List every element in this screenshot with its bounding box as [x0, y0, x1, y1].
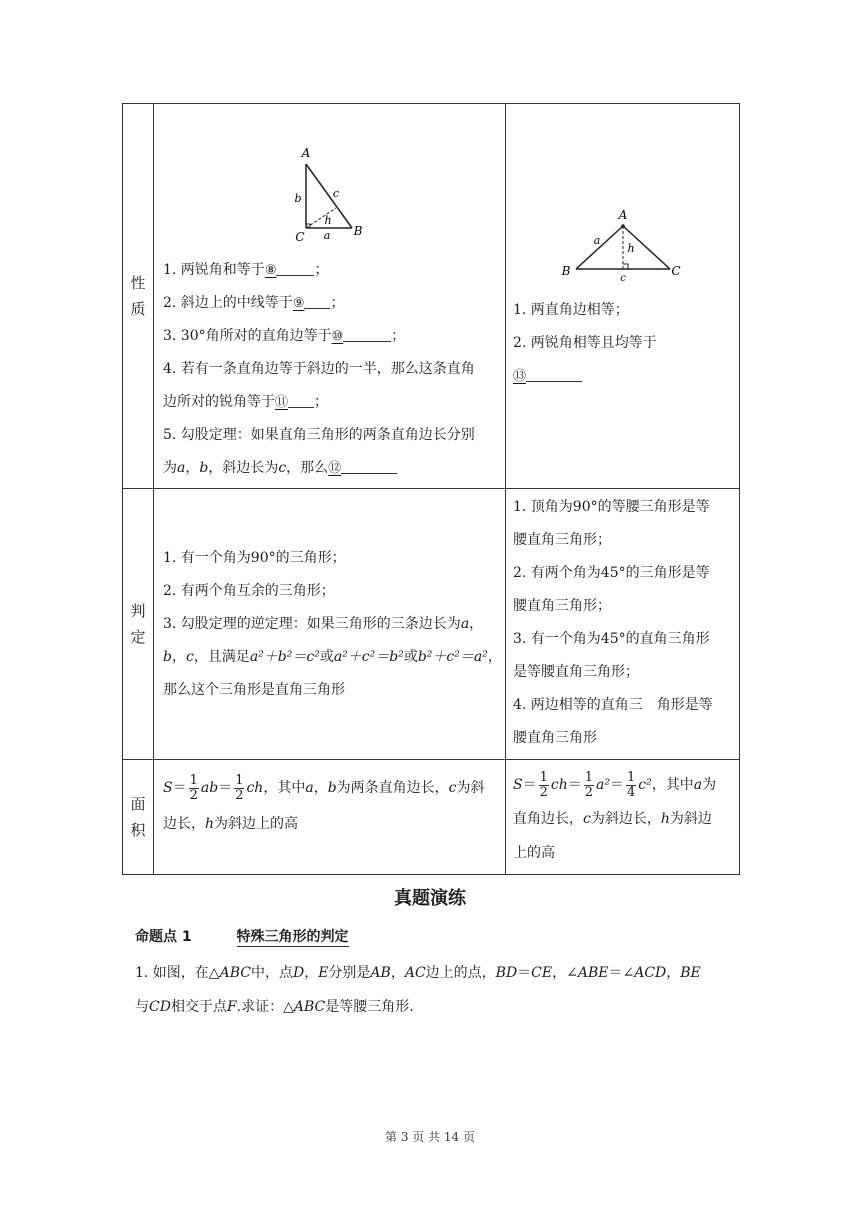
fraction: $\frac{1}{2}$: [584, 769, 594, 800]
criterion-item: 那么这个三角形是直角三角形: [163, 682, 345, 698]
row-header-char: 积: [130, 821, 146, 839]
criterion-item: 1. 有一个角为90°的三角形；: [163, 550, 346, 566]
isosceles-right-triangle-determination: [513, 491, 713, 755]
section-title: 真题演练: [394, 888, 466, 909]
fraction: $\frac{1}{4}$: [626, 769, 636, 800]
vertex-label-B: B: [353, 224, 363, 238]
property-item: 1. 两直角边相等；: [513, 302, 629, 318]
row-header-char: 面: [130, 795, 146, 813]
property-item: 为a，b，斜边长为c，那么⑫: [163, 452, 475, 485]
row-header-char: 性: [130, 274, 146, 292]
vertex-label-A: A: [301, 146, 311, 160]
problem-statement: [135, 956, 735, 1024]
altitude-label-h: h: [324, 214, 332, 227]
topic-heading: [135, 926, 349, 946]
vertex-label-C: C: [671, 264, 681, 278]
criterion-item: 腰直角三角形；: [513, 532, 611, 548]
fraction: $\frac{1}{2}$: [235, 772, 244, 803]
row-header-char: 质: [130, 300, 146, 318]
property-item: 5. 勾股定理：如果直角三角形的两条直角边长分别: [163, 427, 475, 443]
property-item: 2. 斜边上的中线等于⑨ ；: [163, 295, 345, 311]
property-item: 3. 30°角所对的直角边等于⑩ ；: [163, 328, 406, 344]
isosceles-right-triangle-figure: [559, 204, 689, 284]
property-item: 4. 若有一条直角边等于斜边的一半，那么这条直角: [163, 361, 475, 377]
property-item: ⑬: [513, 360, 657, 393]
property-item: 2. 两锐角相等且均等于: [513, 335, 657, 351]
fraction: $\frac{1}{2}$: [189, 772, 198, 803]
area-formula: 直角边长，c为斜边长，h为斜边: [513, 811, 712, 827]
criterion-item: 腰直角三角形: [513, 730, 597, 746]
problem-line: 与CD相交于点F.求证：△ABC是等腰三角形.: [135, 999, 414, 1015]
right-triangle-properties: [163, 254, 475, 485]
right-triangle-area: [163, 770, 485, 842]
table-divider: [123, 488, 739, 489]
vertex-label-B: B: [561, 264, 571, 278]
side-label-c: c: [620, 273, 626, 284]
property-item: 1. 两锐角和等于⑧ ；: [163, 262, 329, 278]
vertex-label-A: A: [618, 208, 628, 222]
topic-name: 特殊三角形的判定: [236, 929, 349, 945]
fraction: $\frac{1}{2}$: [539, 769, 548, 800]
property-item: 边所对的锐角等于⑪ ；: [163, 394, 329, 410]
isosceles-right-triangle-area: [513, 768, 716, 870]
area-formula: 上的高: [513, 845, 555, 861]
altitude-label-h: h: [627, 242, 635, 255]
side-label-a: a: [593, 234, 601, 247]
criterion-item: 2. 有两个角为45°的三角形是等: [513, 565, 710, 581]
row-header-area: [123, 760, 153, 874]
side-label-b: b: [294, 192, 302, 205]
criterion-item: b，c，且满足a²＋b²＝c²或a²＋c²＝b²或b²＋c²＝a²，: [163, 649, 502, 665]
row-header-char: 判: [130, 602, 146, 620]
area-formula: S＝ $\frac{1}{2}$ ab＝ $\frac{1}{2}$ ch，其中a，b为两条直角边长，c为斜: [163, 772, 485, 803]
criterion-item: 2. 有两个角互余的三角形；: [163, 583, 335, 599]
right-triangle-figure: [273, 144, 373, 244]
vertex-label-C: C: [295, 230, 305, 244]
page-footer: 第 3 页 共 14 页: [385, 1130, 475, 1144]
row-header-char: 定: [130, 628, 146, 646]
summary-table: [122, 103, 740, 875]
criterion-item: 是等腰直角三角形；: [513, 664, 639, 680]
topic-label: 命题点 1: [135, 929, 192, 945]
area-formula: S＝ $\frac{1}{2}$ ch＝ $\frac{1}{2}$ a²＝ $\frac{1}{4}$ c²，其中a为: [513, 769, 717, 800]
criterion-item: 4. 两边相等的直角三 角形是等: [513, 697, 713, 713]
problem-line: 1. 如图，在△ABC中，点D，E分别是AB，AC边上的点，BD＝CE，∠ABE＝∠ACD，BE: [135, 965, 701, 981]
side-label-c: c: [332, 187, 340, 200]
criterion-item: 1. 顶角为90°的等腰三角形是等: [513, 499, 710, 515]
side-label-a: a: [323, 229, 331, 242]
table-divider: [123, 759, 739, 760]
criterion-item: 3. 有一个角为45°的直角三角形: [513, 631, 710, 647]
criterion-item: 3. 勾股定理的逆定理：如果三角形的三条边长为a，: [163, 616, 484, 632]
right-triangle-determination: [163, 542, 502, 707]
row-header-determination: [123, 489, 153, 759]
row-header-properties: [123, 104, 153, 488]
criterion-item: 腰直角三角形；: [513, 598, 611, 614]
isosceles-right-triangle-properties: [513, 294, 657, 393]
area-formula: 边长，h为斜边上的高: [163, 816, 299, 832]
